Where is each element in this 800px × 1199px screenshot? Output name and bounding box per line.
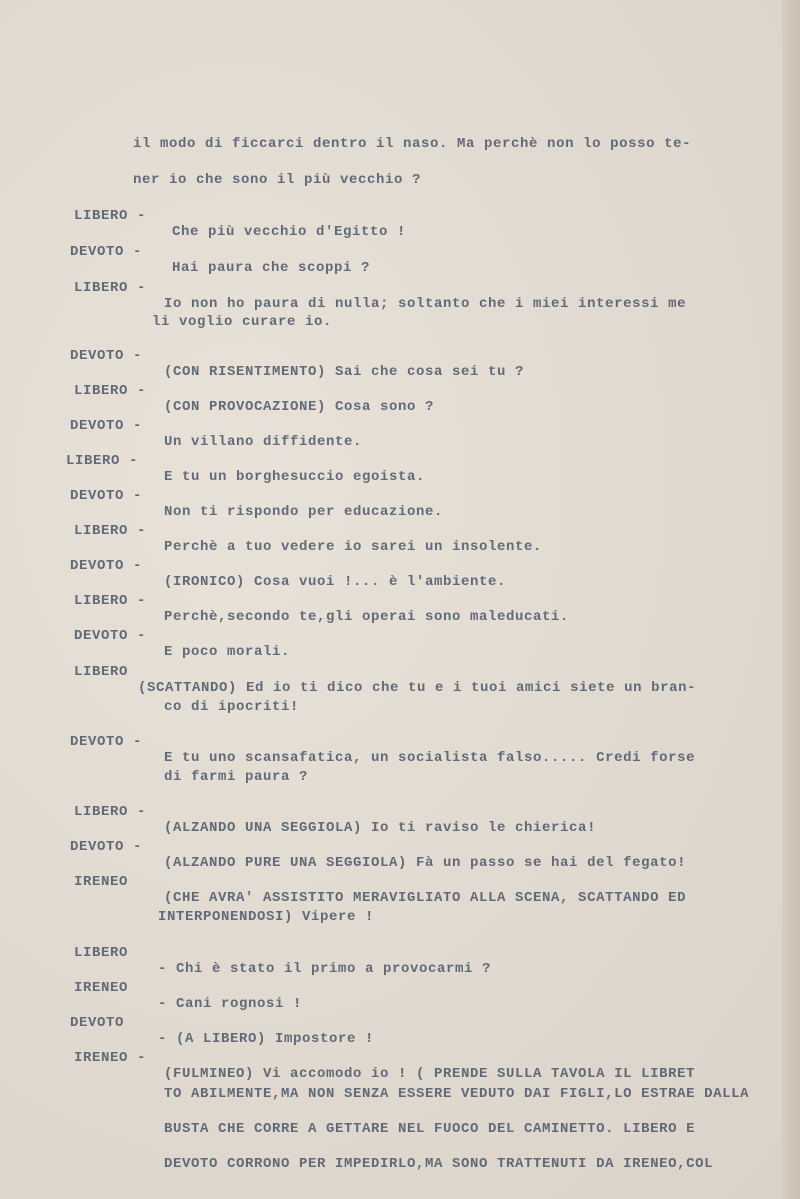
speaker-name: LIBERO [74, 945, 129, 961]
line-text: INTERPONENDOSI) Vipere ! [158, 909, 375, 925]
speaker-name: LIBERO - [74, 208, 147, 224]
line-text: Che più vecchio d'Egitto ! [172, 224, 407, 240]
line-text: (IRONICO) Cosa vuoi !... è l'ambiente. [164, 574, 507, 590]
line-text: Perchè,secondo te,gli operai sono maleducati. [164, 609, 570, 625]
line-text: TO ABILMENTE,MA NON SENZA ESSERE VEDUTO DAI FIGLI,LO ESTRAE DALLA [164, 1086, 750, 1102]
speaker-name: DEVOTO - [70, 348, 143, 364]
line-text: E tu un borghesuccio egoista. [164, 469, 426, 485]
line-text: Hai paura che scoppi ? [172, 260, 371, 276]
line-text: (ALZANDO UNA SEGGIOLA) Io ti raviso le chierica! [164, 820, 597, 836]
line-text: E tu uno scansafatica, un socialista falso..... Credi forse [164, 750, 696, 766]
speaker-name: LIBERO - [74, 804, 147, 820]
speaker-name: DEVOTO - [70, 244, 143, 260]
speaker-name: DEVOTO - [70, 839, 143, 855]
speaker-name: LIBERO - [74, 523, 147, 539]
speaker-name: DEVOTO - [70, 418, 143, 434]
speaker-name: LIBERO - [74, 383, 147, 399]
speaker-name: LIBERO - [66, 453, 139, 469]
speaker-name: DEVOTO - [70, 488, 143, 504]
page-edge [782, 0, 800, 1199]
line-text: - Chi è stato il primo a provocarmi ? [158, 961, 492, 977]
line-text: Un villano diffidente. [164, 434, 363, 450]
line-text: co di ipocriti! [164, 699, 300, 715]
line-text: (CHE AVRA' ASSISTITO MERAVIGLIATO ALLA SCENA, SCATTANDO ED [164, 890, 687, 906]
speaker-name: DEVOTO - [74, 628, 147, 644]
line-text: - Cani rognosi ! [158, 996, 303, 1012]
speaker-name: DEVOTO - [70, 558, 143, 574]
line-text: Non ti rispondo per educazione. [164, 504, 444, 520]
line-text: (FULMINEO) Vi accomodo io ! ( PRENDE SULLA TAVOLA IL LIBRET [164, 1066, 696, 1082]
line-text: Io non ho paura di nulla; soltanto che i miei interessi me [164, 296, 687, 312]
line-text: E poco morali. [164, 644, 291, 660]
speaker-name: LIBERO - [74, 593, 147, 609]
line-text: - (A LIBERO) Impostore ! [158, 1031, 375, 1047]
line-text: (CON PROVOCAZIONE) Cosa sono ? [164, 399, 435, 415]
speaker-name: IRENEO [74, 980, 129, 996]
line-text: BUSTA CHE CORRE A GETTARE NEL FUOCO DEL CAMINETTO. LIBERO E [164, 1121, 696, 1137]
speaker-name: DEVOTO - [70, 734, 143, 750]
line-text: li voglio curare io. [152, 314, 333, 330]
line-text: (SCATTANDO) Ed io ti dico che tu e i tuoi amici siete un bran- [138, 680, 697, 696]
line-text: (CON RISENTIMENTO) Sai che cosa sei tu ? [164, 364, 525, 380]
script-line [0, 1140, 714, 1188]
line-text: DEVOTO CORRONO PER IMPEDIRLO,MA SONO TRATTENUTI DA IRENEO,COL [164, 1156, 714, 1172]
speaker-name: LIBERO - [74, 280, 147, 296]
speaker-name: IRENEO [74, 874, 129, 890]
line-text: Perchè a tuo vedere io sarei un insolente. [164, 539, 543, 555]
speaker-name: IRENEO - [74, 1050, 147, 1066]
line-text: ner io che sono il più vecchio ? [133, 172, 422, 188]
line-text: (ALZANDO PURE UNA SEGGIOLA) Fà un passo se hai del fegato! [164, 855, 687, 871]
line-text: il modo di ficcarci dentro il naso. Ma perchè non lo posso te- [133, 136, 692, 152]
speaker-name: LIBERO [74, 664, 129, 680]
line-text: di farmi paura ? [164, 769, 309, 785]
speaker-name: DEVOTO [70, 1015, 125, 1031]
